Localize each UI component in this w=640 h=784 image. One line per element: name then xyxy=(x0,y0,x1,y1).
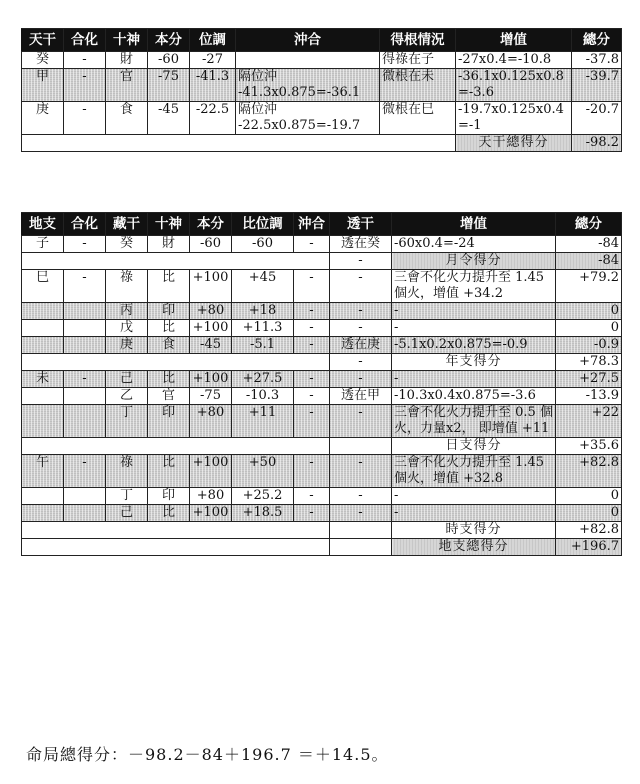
branch-cell-hidden: 戊 xyxy=(106,320,148,337)
stem-cell-adj: -41.3 xyxy=(190,69,236,102)
branch-cell-inc: -5.1x0.2x0.875=-0.9 xyxy=(392,337,556,354)
branch-cell-base: -45 xyxy=(190,337,232,354)
stem-row xyxy=(22,102,622,135)
stem-header-cell: 沖合 xyxy=(236,29,380,52)
stem-header-cell: 總分 xyxy=(572,29,622,52)
stem-cell-total: -20.7 xyxy=(572,102,622,135)
branch-cell-god: 比 xyxy=(148,320,190,337)
branch-cell-total: +27.5 xyxy=(556,371,622,388)
branch-row xyxy=(22,303,622,320)
branch-cell-total: -84 xyxy=(556,236,622,253)
branch-row xyxy=(22,320,622,337)
branch-subtotal-dash xyxy=(330,539,392,556)
branch-subtotal-blank xyxy=(22,354,330,371)
branch-cell-rev: - xyxy=(330,270,392,303)
branch-row xyxy=(22,405,622,438)
branch-cell-clash: - xyxy=(294,405,330,438)
branch-header-cell: 合化 xyxy=(64,213,106,236)
stem-cell-clash: 隔位沖 -41.3x0.875=-36.1 xyxy=(236,69,380,102)
branch-cell-br: 午 xyxy=(22,455,64,488)
stem-cell-root: 微根在巳 xyxy=(380,102,456,135)
branch-cell-combo: - xyxy=(64,270,106,303)
stem-cell-clash xyxy=(236,52,380,69)
stem-header-cell: 增值 xyxy=(456,29,572,52)
branch-header-cell: 本分 xyxy=(190,213,232,236)
branch-cell-combo xyxy=(64,303,106,320)
branch-cell-hidden: 祿 xyxy=(106,455,148,488)
branch-cell-rev: - xyxy=(330,488,392,505)
branch-cell-hidden: 己 xyxy=(106,505,148,522)
branch-cell-combo xyxy=(64,320,106,337)
branch-cell-clash: - xyxy=(294,303,330,320)
stem-cell-base: -45 xyxy=(148,102,190,135)
branch-row xyxy=(22,270,622,303)
stem-header-cell: 本分 xyxy=(148,29,190,52)
branch-cell-base: +80 xyxy=(190,405,232,438)
branch-cell-hidden: 丙 xyxy=(106,303,148,320)
branch-cell-base: +100 xyxy=(190,455,232,488)
branch-subtotal-blank xyxy=(22,539,330,556)
stem-cell-adj: -22.5 xyxy=(190,102,236,135)
branch-subtotal-value: +35.6 xyxy=(556,438,622,455)
stem-cell-god: 財 xyxy=(106,52,148,69)
stem-cell-god: 食 xyxy=(106,102,148,135)
branch-cell-combo xyxy=(64,505,106,522)
branch-cell-base: +100 xyxy=(190,270,232,303)
stem-cell-inc: -27x0.4=-10.8 xyxy=(456,52,572,69)
branch-cell-total: 0 xyxy=(556,320,622,337)
branch-cell-rev: 透在庚 xyxy=(330,337,392,354)
branch-cell-adj: +27.5 xyxy=(232,371,294,388)
branch-cell-hidden: 乙 xyxy=(106,388,148,405)
branch-subtotal-row xyxy=(22,539,622,556)
branch-cell-total: 0 xyxy=(556,303,622,320)
branch-cell-br: 巳 xyxy=(22,270,64,303)
stem-row xyxy=(22,52,622,69)
branch-cell-inc: - xyxy=(392,371,556,388)
branch-subtotal-value: -84 xyxy=(556,253,622,270)
branch-cell-total: +22 xyxy=(556,405,622,438)
branch-cell-adj: -5.1 xyxy=(232,337,294,354)
branch-subtotal-label: 年支得分 xyxy=(392,354,556,371)
branch-header-cell: 總分 xyxy=(556,213,622,236)
branch-cell-rev: - xyxy=(330,455,392,488)
branch-cell-br xyxy=(22,303,64,320)
branch-subtotal-dash xyxy=(330,438,392,455)
branch-subtotal-row xyxy=(22,354,622,371)
branch-header-cell: 增值 xyxy=(392,213,556,236)
stem-header-cell: 十神 xyxy=(106,29,148,52)
branch-cell-combo xyxy=(64,337,106,354)
branch-cell-inc: - xyxy=(392,320,556,337)
stem-cell-combo: - xyxy=(64,69,106,102)
branch-subtotal-value: +82.8 xyxy=(556,522,622,539)
branch-cell-hidden: 庚 xyxy=(106,337,148,354)
branch-cell-adj: +18 xyxy=(232,303,294,320)
branch-cell-br xyxy=(22,505,64,522)
branch-header-cell: 地支 xyxy=(22,213,64,236)
branch-cell-base: +100 xyxy=(190,320,232,337)
branch-cell-adj: +45 xyxy=(232,270,294,303)
stem-cell-combo: - xyxy=(64,102,106,135)
stem-row xyxy=(22,69,622,102)
branch-subtotal-label: 月令得分 xyxy=(392,253,556,270)
stem-cell-combo: - xyxy=(64,52,106,69)
branch-cell-clash: - xyxy=(294,236,330,253)
branch-cell-base: +80 xyxy=(190,488,232,505)
branch-cell-inc: 三會不化火力提升至 1.45 個火，增值 +32.8 xyxy=(392,455,556,488)
branch-header-cell: 十神 xyxy=(148,213,190,236)
branch-cell-god: 食 xyxy=(148,337,190,354)
stem-cell-root: 微根在未 xyxy=(380,69,456,102)
branch-cell-god: 比 xyxy=(148,371,190,388)
branch-subtotal-dash xyxy=(330,522,392,539)
branch-subtotal-row xyxy=(22,438,622,455)
branch-header-cell: 透干 xyxy=(330,213,392,236)
stem-cell-stem: 庚 xyxy=(22,102,64,135)
branch-cell-rev: 透在癸 xyxy=(330,236,392,253)
branch-cell-rev: 透在甲 xyxy=(330,388,392,405)
earthly-branches-table xyxy=(21,212,622,556)
branch-cell-hidden: 丁 xyxy=(106,405,148,438)
branch-cell-total: +79.2 xyxy=(556,270,622,303)
branch-subtotal-label: 地支總得分 xyxy=(392,539,556,556)
stem-header-cell: 得根情況 xyxy=(380,29,456,52)
branch-cell-combo xyxy=(64,488,106,505)
branch-header-cell: 沖合 xyxy=(294,213,330,236)
branch-cell-adj: -10.3 xyxy=(232,388,294,405)
stem-summary-label: 天干總得分 xyxy=(456,135,572,152)
branch-cell-br xyxy=(22,405,64,438)
branch-row xyxy=(22,455,622,488)
branch-cell-br xyxy=(22,337,64,354)
stem-cell-total: -39.7 xyxy=(572,69,622,102)
branch-cell-god: 印 xyxy=(148,488,190,505)
stem-cell-base: -60 xyxy=(148,52,190,69)
branch-row xyxy=(22,505,622,522)
branch-cell-clash: - xyxy=(294,371,330,388)
branch-cell-br xyxy=(22,320,64,337)
branch-cell-clash: - xyxy=(294,337,330,354)
branch-cell-total: -0.9 xyxy=(556,337,622,354)
branch-cell-total: -13.9 xyxy=(556,388,622,405)
stem-cell-stem: 甲 xyxy=(22,69,64,102)
branch-cell-inc: - xyxy=(392,488,556,505)
branch-cell-total: +82.8 xyxy=(556,455,622,488)
stem-summary-row xyxy=(22,135,622,152)
branch-subtotal-blank xyxy=(22,253,330,270)
branch-cell-adj: -60 xyxy=(232,236,294,253)
branch-cell-rev: - xyxy=(330,405,392,438)
branch-header-cell: 比位調 xyxy=(232,213,294,236)
stem-summary-value: -98.2 xyxy=(572,135,622,152)
branch-subtotal-label: 日支得分 xyxy=(392,438,556,455)
stem-summary-blank xyxy=(22,135,456,152)
branch-cell-adj: +11.3 xyxy=(232,320,294,337)
branch-cell-rev: - xyxy=(330,505,392,522)
branch-cell-total: 0 xyxy=(556,488,622,505)
branch-cell-god: 比 xyxy=(148,270,190,303)
branch-cell-adj: +18.5 xyxy=(232,505,294,522)
branch-cell-inc: 三會不化火力提升至 1.45 個火，增值 +34.2 xyxy=(392,270,556,303)
branch-cell-combo: - xyxy=(64,236,106,253)
branch-cell-combo: - xyxy=(64,455,106,488)
branch-cell-base: +100 xyxy=(190,371,232,388)
branch-cell-clash: - xyxy=(294,320,330,337)
branch-cell-inc: 三會不化火力提升至 0.5 個火，力量x2， 即增值 +11 xyxy=(392,405,556,438)
branch-cell-base: +100 xyxy=(190,505,232,522)
branch-header-row xyxy=(22,213,622,236)
branch-cell-god: 比 xyxy=(148,455,190,488)
branch-cell-hidden: 祿 xyxy=(106,270,148,303)
branch-cell-inc: -60x0.4=-24 xyxy=(392,236,556,253)
branch-cell-base: -60 xyxy=(190,236,232,253)
branch-row xyxy=(22,488,622,505)
final-score-line: 命局總得分：－98.2－84＋196.7 ＝＋14.5。 xyxy=(26,745,389,764)
stem-header-row xyxy=(22,29,622,52)
branch-row xyxy=(22,236,622,253)
branch-cell-combo xyxy=(64,405,106,438)
branch-cell-rev: - xyxy=(330,320,392,337)
branch-row xyxy=(22,388,622,405)
branch-cell-clash: - xyxy=(294,505,330,522)
branch-cell-inc: - xyxy=(392,303,556,320)
branch-cell-clash: - xyxy=(294,455,330,488)
branch-cell-clash: - xyxy=(294,270,330,303)
branch-subtotal-label: 時支得分 xyxy=(392,522,556,539)
stem-cell-adj: -27 xyxy=(190,52,236,69)
branch-subtotal-row xyxy=(22,253,622,270)
branch-cell-base: +80 xyxy=(190,303,232,320)
branch-subtotal-blank xyxy=(22,522,330,539)
branch-cell-total: 0 xyxy=(556,505,622,522)
branch-cell-god: 比 xyxy=(148,505,190,522)
branch-cell-adj: +50 xyxy=(232,455,294,488)
branch-subtotal-value: +196.7 xyxy=(556,539,622,556)
branch-cell-combo xyxy=(64,388,106,405)
branch-header-cell: 藏干 xyxy=(106,213,148,236)
branch-cell-clash: - xyxy=(294,488,330,505)
stem-cell-base: -75 xyxy=(148,69,190,102)
branch-cell-god: 印 xyxy=(148,303,190,320)
branch-cell-god: 財 xyxy=(148,236,190,253)
branch-cell-god: 官 xyxy=(148,388,190,405)
branch-cell-base: -75 xyxy=(190,388,232,405)
stem-cell-stem: 癸 xyxy=(22,52,64,69)
branch-cell-inc: -10.3x0.4x0.875=-3.6 xyxy=(392,388,556,405)
heavenly-stems-table xyxy=(21,28,622,152)
branch-cell-br xyxy=(22,488,64,505)
branch-row xyxy=(22,371,622,388)
branch-subtotal-value: +78.3 xyxy=(556,354,622,371)
branch-cell-hidden: 丁 xyxy=(106,488,148,505)
branch-row xyxy=(22,337,622,354)
stem-cell-root: 得祿在子 xyxy=(380,52,456,69)
branch-cell-god: 印 xyxy=(148,405,190,438)
branch-subtotal-dash: - xyxy=(330,354,392,371)
branch-subtotal-dash: - xyxy=(330,253,392,270)
stem-cell-inc: -19.7x0.125x0.4 =-1 xyxy=(456,102,572,135)
branch-cell-rev: - xyxy=(330,303,392,320)
branch-cell-clash: - xyxy=(294,388,330,405)
stem-header-cell: 位調 xyxy=(190,29,236,52)
branch-subtotal-blank xyxy=(22,438,330,455)
branch-cell-br: 未 xyxy=(22,371,64,388)
branch-cell-hidden: 己 xyxy=(106,371,148,388)
stem-cell-god: 官 xyxy=(106,69,148,102)
branch-cell-inc: - xyxy=(392,505,556,522)
branch-cell-adj: +25.2 xyxy=(232,488,294,505)
branch-subtotal-row xyxy=(22,522,622,539)
stem-header-cell: 合化 xyxy=(64,29,106,52)
stem-cell-inc: -36.1x0.125x0.8 =-3.6 xyxy=(456,69,572,102)
branch-cell-rev: - xyxy=(330,371,392,388)
branch-cell-hidden: 癸 xyxy=(106,236,148,253)
branch-cell-br: 子 xyxy=(22,236,64,253)
stem-cell-total: -37.8 xyxy=(572,52,622,69)
branch-cell-br xyxy=(22,388,64,405)
branch-cell-combo: - xyxy=(64,371,106,388)
branch-cell-adj: +11 xyxy=(232,405,294,438)
stem-header-cell: 天干 xyxy=(22,29,64,52)
stem-cell-clash: 隔位沖 -22.5x0.875=-19.7 xyxy=(236,102,380,135)
